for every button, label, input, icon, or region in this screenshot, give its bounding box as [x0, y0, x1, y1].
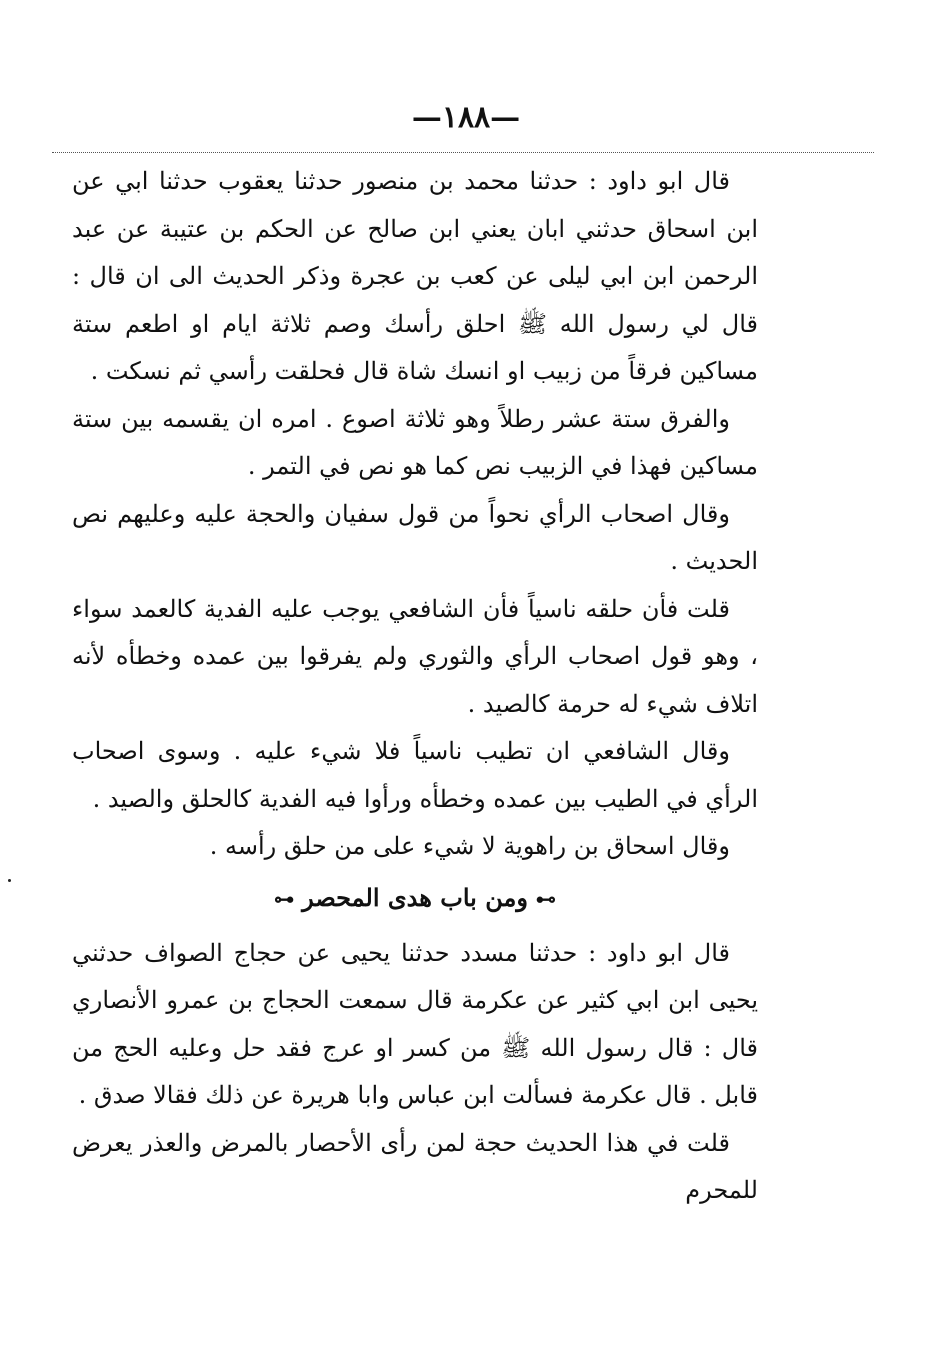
- main-text: [72, 158, 758, 1215]
- paragraph-ashab-al-rai: وقال اصحاب الرأي نحواً من قول سفيان والحجة عليه وعليهم نص الحديث .: [72, 499, 758, 575]
- paragraph-hadith-hajjaj: قال ابو داود : حدثنا مسدد حدثنا يحيى عن حجاج الصواف حدثني يحيى ابن ابي كثير عن عكرمة قال سمعت الحجاج بن عمرو الأنصاري قال : قال رسول الله ﷺ من كسر او عرج فقد حل وعليه الحج من قابل . قال عكرمة فسألت ابن عباس وابا هريرة عن ذلك فقالا صدق .: [72, 938, 758, 1109]
- paragraph-shaving-forgetfully: قلت فأن حلقه ناسياً فأن الشافعي يوجب عليه الفدية كالعمد سواء ، وهو قول اصحاب الرأي والثوري ولم يفرقوا بين عمده وخطأه لأنه اتلاف شيء له حرمة كالصيد .: [72, 594, 758, 718]
- paragraph-shafii-perfume: وقال الشافعي ان تطيب ناسياً فلا شيء عليه . وسوى اصحاب الرأي في الطيب بين عمده وخطأه ورأوا فيه الفدية كالحلق والصيد .: [72, 737, 758, 813]
- paragraph-ishaq-rahawayh: وقال اسحاق بن راهوية لا شيء على من حلق رأسه .: [209, 832, 730, 860]
- paragraph-commentary: قلت في هذا الحديث حجة لمن رأى الأحصار بالمرض والعذر يعرض للمحرم: [72, 1128, 758, 1204]
- paragraph-hadith-kaab: قال ابو داود : حدثنا محمد بن منصور حدثنا يعقوب حدثنا ابي عن ابن اسحاق حدثني ابان يعني ابن صالح عن الحكم بن عتيبة عن عبد الرحمن ابن ابي ليلى عن كعب بن عجرة وذكر الحديث الى ان قال : قال لي رسول الله ﷺ احلق رأسك وصم ثلاثة ايام او اطعم ستة مساكين فرقاً من زبيب او انسك شاة قال فحلقت رأسي ثم نسكت .: [72, 167, 758, 385]
- section-heading: [72, 873, 758, 924]
- header-divider: [52, 152, 874, 153]
- margin-mark: [8, 879, 11, 882]
- paragraph-faraq-definition: والفرق ستة عشر رطلاً وهو ثلاثة اصوع . امره ان يقسمه بين ستة مساكين فهذا في الزبيب نص كما هو نص في التمر .: [72, 404, 758, 480]
- ornament-right-icon: ⊶: [535, 886, 556, 911]
- ornament-left-icon: ⊷: [274, 886, 295, 911]
- page-number: —١٨٨—: [411, 100, 521, 135]
- section-heading-text: ومن باب هدى المحصر: [302, 882, 528, 912]
